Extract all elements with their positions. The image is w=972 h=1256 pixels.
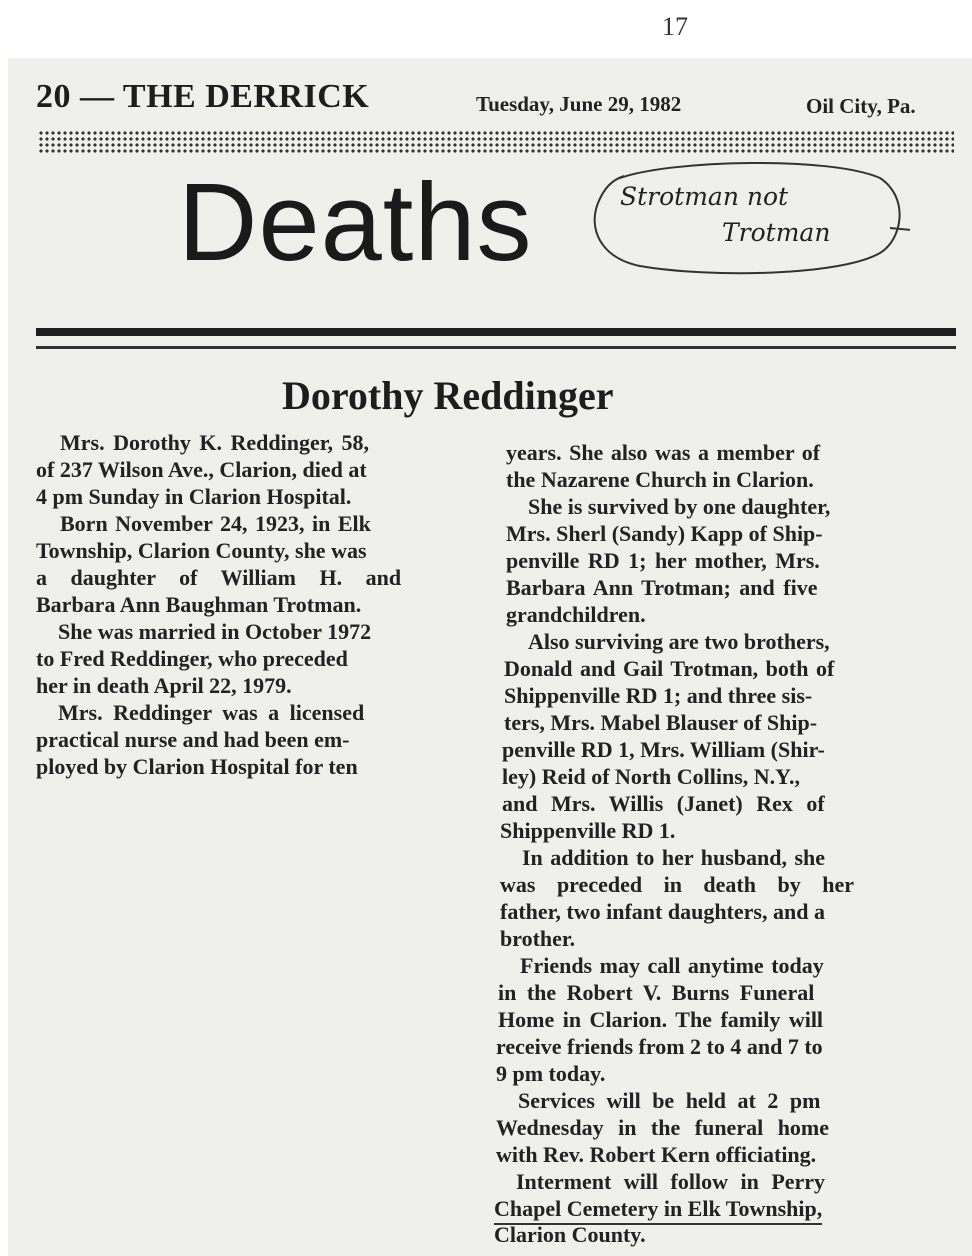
right-line: She is survived by one daughter, bbox=[528, 494, 831, 519]
left-line: practical nurse and had been em- bbox=[36, 727, 350, 752]
left-line: her in death April 22, 1979. bbox=[36, 673, 292, 698]
right-line: and Mrs. Willis (Janet) Rex of bbox=[502, 791, 825, 816]
right-line: Wednesday in the funeral home bbox=[496, 1115, 830, 1140]
right-line: Services will be held at 2 pm bbox=[518, 1088, 821, 1113]
right-line: Barbara Ann Trotman; and five bbox=[506, 575, 818, 600]
right-line: Shippenville RD 1. bbox=[500, 818, 676, 843]
right-line: receive friends from 2 to 4 and 7 to bbox=[496, 1034, 823, 1059]
right-line: Also surviving are two brothers, bbox=[528, 629, 830, 654]
masthead-date: Tuesday, June 29, 1982 bbox=[476, 92, 682, 116]
right-line: In addition to her husband, she bbox=[522, 845, 826, 870]
left-line: She was married in October 1972 bbox=[58, 619, 372, 644]
right-line-underlined: Chapel Cemetery in Elk Township, bbox=[494, 1196, 822, 1225]
left-line: 4 pm Sunday in Clarion Hospital. bbox=[36, 484, 352, 509]
left-line: ployed by Clarion Hospital for ten bbox=[36, 754, 358, 779]
section-title: Deaths bbox=[178, 161, 533, 284]
page-number: 17 bbox=[662, 12, 688, 41]
right-line: was preceded in death by her bbox=[500, 872, 854, 897]
right-line: father, two infant daughters, and a bbox=[500, 899, 825, 924]
left-line: Barbara Ann Baughman Trotman. bbox=[36, 592, 362, 617]
right-line: Mrs. Sherl (Sandy) Kapp of Ship- bbox=[506, 521, 823, 546]
note-line-2: Trotman bbox=[722, 218, 831, 247]
right-line: Donald and Gail Trotman, both of bbox=[504, 656, 835, 681]
right-line: Home in Clarion. The family will bbox=[498, 1007, 824, 1032]
left-line: Born November 24, 1923, in Elk bbox=[60, 511, 371, 536]
note-line-1: Strotman not bbox=[620, 182, 789, 211]
left-line: to Fred Reddinger, who preceded bbox=[36, 646, 348, 671]
handwritten-note bbox=[590, 158, 910, 288]
right-line: the Nazarene Church in Clarion. bbox=[506, 467, 814, 492]
masthead-title: 20 — THE DERRICK bbox=[36, 78, 370, 115]
right-line: with Rev. Robert Kern officiating. bbox=[496, 1142, 817, 1167]
right-line: penville RD 1; her mother, Mrs. bbox=[506, 548, 820, 573]
left-line: Mrs. Dorothy K. Reddinger, 58, bbox=[60, 430, 369, 455]
masthead-city: Oil City, Pa. bbox=[806, 94, 916, 118]
right-line: ley) Reid of North Collins, N.Y., bbox=[502, 764, 801, 789]
right-line: in the Robert V. Burns Funeral bbox=[498, 980, 815, 1005]
rule-thick bbox=[36, 328, 956, 336]
left-line: Mrs. Reddinger was a licensed bbox=[58, 700, 365, 725]
left-line: of 237 Wilson Ave., Clarion, died at bbox=[36, 457, 367, 482]
right-line: grandchildren. bbox=[506, 602, 646, 627]
right-line: Shippenville RD 1; and three sis- bbox=[504, 683, 813, 708]
right-line: Clarion County. bbox=[494, 1222, 646, 1247]
right-line: penville RD 1, Mrs. William (Shir- bbox=[502, 737, 825, 762]
right-line: ters, Mrs. Mabel Blauser of Ship- bbox=[504, 710, 818, 735]
checkered-divider bbox=[38, 130, 954, 154]
right-line: Friends may call anytime today bbox=[520, 953, 824, 978]
rule-thin bbox=[36, 346, 956, 349]
obituary-headline: Dorothy Reddinger bbox=[282, 373, 614, 418]
right-line: brother. bbox=[500, 926, 576, 951]
right-line: Interment will follow in Perry bbox=[516, 1169, 826, 1194]
left-line: Township, Clarion County, she was bbox=[36, 538, 367, 563]
left-line: a daughter of William H. and bbox=[36, 565, 402, 590]
right-line: 9 pm today. bbox=[496, 1061, 606, 1086]
right-line: years. She also was a member of bbox=[506, 440, 821, 465]
